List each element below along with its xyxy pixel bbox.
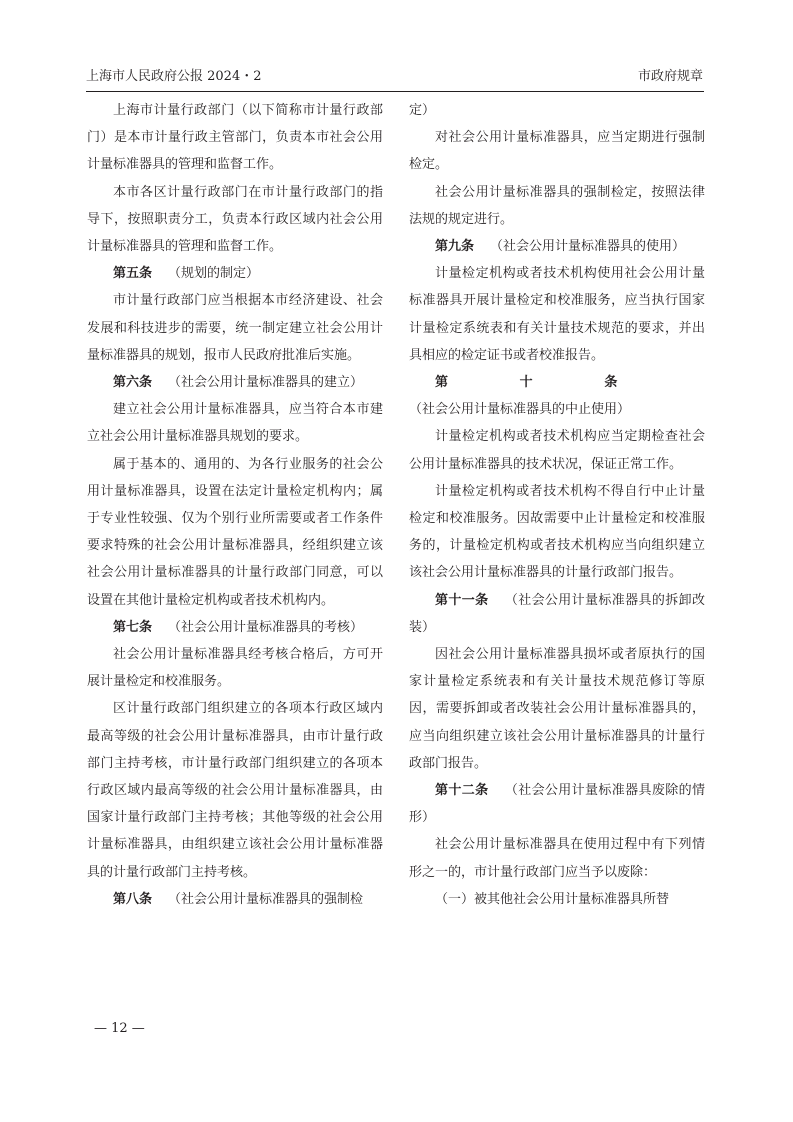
article-title: （社会公用计量标准器具的拆卸改装） <box>409 592 705 635</box>
paragraph: 本市各区计量行政部门在市计量行政部门的指导下，按照职责分工，负责本行政区域内社会公用计量标准器具的管理和监督工作。 <box>87 184 383 255</box>
article-title: （社会公用计量标准器具废除的情形） <box>409 783 705 826</box>
header-publication-title: 上海市人民政府公报 2024・2 <box>86 69 262 84</box>
article-number: 第十二条 <box>435 783 489 799</box>
header-divider <box>86 91 704 92</box>
paragraph: 建立社会公用计量标准器具，应当符合本市建立社会公用计量标准器具规划的要求。 <box>87 402 383 445</box>
paragraph: 社会公用计量标准器具在使用过程中有下列情形之一的，市计量行政部门应当予以废除： <box>409 837 705 880</box>
article-title: （社会公用计量标准器具的考核） <box>168 619 364 635</box>
paragraph: （一）被其他社会公用计量标准器具所替 <box>435 891 670 907</box>
paragraph: 社会公用计量标准器具经考核合格后，方可开展计量检定和校准服务。 <box>87 647 383 690</box>
article-heading <box>87 369 383 396</box>
paragraph: 计量检定机构或者技术机构不得自行中止计量检定和校准服务。因故需要中止计量检定和校准服务的，计量检定机构或者技术机构应当向组织建立该社会公用计量标准器具的计量行政部门报告。 <box>409 483 705 581</box>
paragraph: 因社会公用计量标准器具损坏或者原执行的国家计量检定系统表和有关计量技术规范修订等原因，需要拆卸或者改装社会公用计量标准器具的，应当向组织建立该社会公用计量标准器具的计量行政部门报告。 <box>409 647 705 771</box>
page-number: — 12 — <box>94 1021 145 1036</box>
article-heading <box>409 777 705 831</box>
paragraph: 区计量行政部门组织建立的各项本行政区域内最高等级的社会公用计量标准器具，由市计量行政部门主持考核，市计量行政部门组织建立的各项本行政区域内最高等级的社会公用计量标准器具，由国家计量行政部门主持考核；其他等级的社会公用计量标准器具，由组织建立该社会公用计量标准器具的计量行政部门主持考核。 <box>87 701 383 880</box>
article-heading <box>87 614 383 641</box>
paragraph: 属于基本的、通用的、为各行业服务的社会公用计量标准器具，设置在法定计量检定机构内；属于专业性较强、仅为个别行业所需要或者工作条件要求特殊的社会公用计量标准器具，经组织建立该社会公用计量标准器具的计量行政部门同意，可以设置在其他计量检定机构或者技术机构内。 <box>87 456 383 608</box>
article-heading <box>409 369 705 423</box>
right-column <box>409 97 705 913</box>
article-title: （规划的制定） <box>168 266 260 282</box>
article-number: 第十一条 <box>435 592 489 608</box>
article-heading <box>409 233 705 260</box>
paragraph: 对社会公用计量标准器具，应当定期进行强制检定。 <box>409 130 705 173</box>
article-heading <box>87 260 383 287</box>
article-title: （社会公用计量标准器具的中止使用） <box>409 402 631 418</box>
article-number: 第八条 <box>113 891 153 907</box>
article-title: （社会公用计量标准器具的强制检 <box>168 891 364 907</box>
left-column <box>87 97 383 913</box>
article-number: 第十条 <box>435 375 689 391</box>
paragraph: 上海市计量行政部门（以下简称市计量行政部门）是本市计量行政主管部门，负责本市社会公用计量标准器具的管理和监督工作。 <box>87 103 383 173</box>
header-section-title: 市政府规章 <box>637 69 703 84</box>
article-heading <box>409 587 705 641</box>
article-title: （社会公用计量标准器具的使用） <box>490 239 686 255</box>
article-title: （社会公用计量标准器具的建立） <box>168 375 364 391</box>
article-number: 第七条 <box>113 619 153 635</box>
paragraph: 定） <box>409 103 436 118</box>
paragraph: 计量检定机构或者技术机构使用社会公用计量标准器具开展计量检定和校准服务，应当执行国家计量检定系统表和有关计量技术规范的要求，并出具相应的检定证书或者校准报告。 <box>409 266 705 363</box>
paragraph: 社会公用计量标准器具的强制检定，按照法律法规的规定进行。 <box>409 184 705 227</box>
paragraph: 市计量行政部门应当根据本市经济建设、社会发展和科技进步的需要，统一制定建立社会公用计量标准器具的规划，报市人民政府批准后实施。 <box>87 293 383 363</box>
article-number: 第六条 <box>113 375 153 391</box>
article-number: 第九条 <box>435 239 475 255</box>
paragraph: 计量检定机构或者技术机构应当定期检查社会公用计量标准器具的技术状况，保证正常工作。 <box>409 429 705 472</box>
article-number: 第五条 <box>113 266 153 282</box>
article-heading <box>87 886 383 913</box>
